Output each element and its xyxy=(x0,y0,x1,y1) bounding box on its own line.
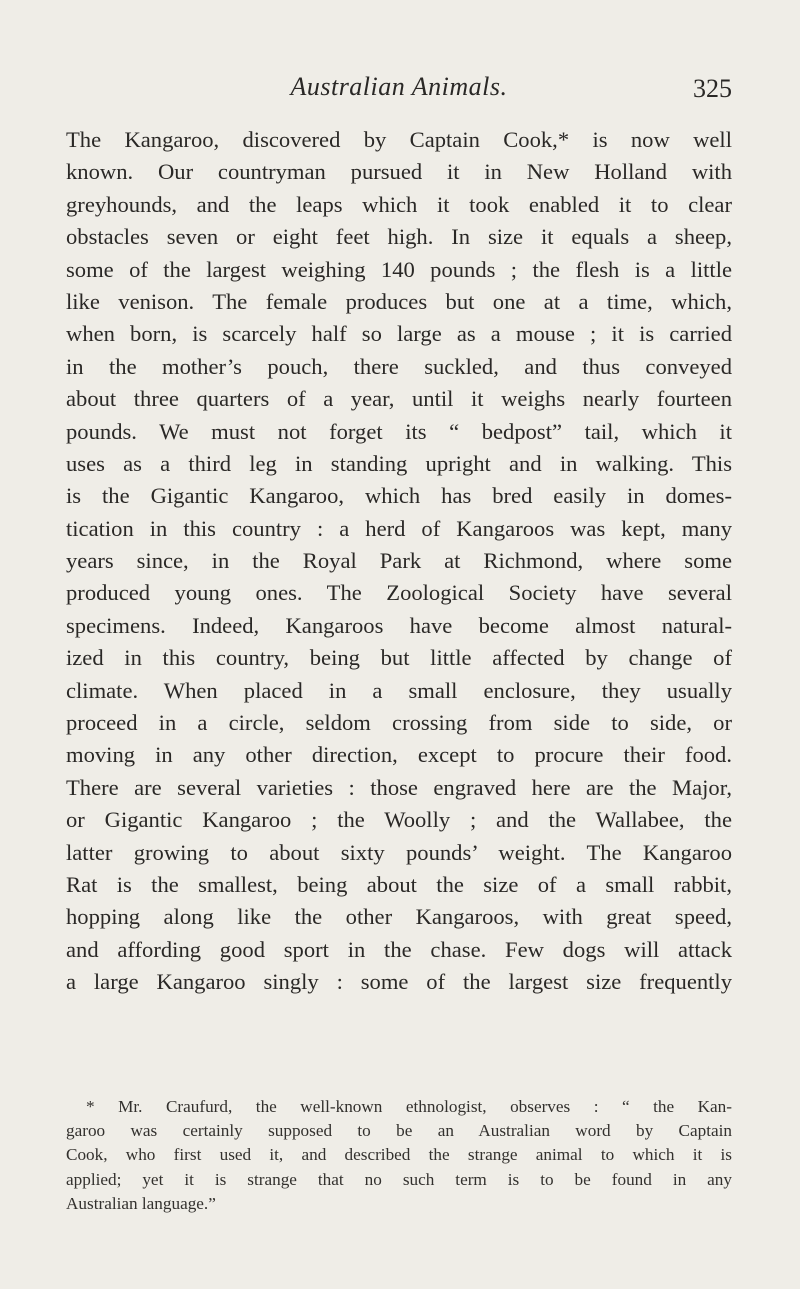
footnote-line: Australian language.” xyxy=(66,1193,216,1213)
text-line: tication in this country : a herd of Kangaroos was kept, many xyxy=(66,515,732,541)
footnote-line: * Mr. Craufurd, the well-known ethnologist, observes : “ the Kan- xyxy=(86,1097,732,1116)
text-line: about three quarters of a year, until it weighs nearly fourteen xyxy=(66,386,732,412)
text-line: moving in any other direction, except to procure their food. xyxy=(66,742,732,768)
text-line: pounds. We must not forget its “ bedpost” tail, which it xyxy=(66,418,732,444)
text-line: produced young ones. The Zoological Society have several xyxy=(66,580,732,606)
text-line: like venison. The female produces but one at a time, which, xyxy=(66,288,732,314)
text-line: and affording good sport in the chase. Few dogs will attack xyxy=(66,936,732,962)
text-line: or Gigantic Kangaroo ; the Woolly ; and the Wallabee, the xyxy=(66,807,732,833)
text-line: obstacles seven or eight feet high. In size it equals a sheep, xyxy=(66,224,732,250)
footnote-line: garoo was certainly supposed to be an Australian word by Captain xyxy=(66,1121,732,1141)
page-number: 325 xyxy=(693,74,732,103)
text-line: There are several varieties : those engraved here are the Major, xyxy=(66,774,732,800)
text-line: greyhounds, and the leaps which it took enabled it to clear xyxy=(66,191,732,217)
text-line: latter growing to about sixty pounds’ weight. The Kangaroo xyxy=(66,839,732,865)
text-line: proceed in a circle, seldom crossing from side to side, or xyxy=(66,710,732,736)
text-line: hopping along like the other Kangaroos, with great speed, xyxy=(66,904,732,930)
text-line: specimens. Indeed, Kangaroos have become almost natural- xyxy=(66,612,732,638)
text-line: ized in this country, being but little affected by change of xyxy=(66,645,732,671)
text-line: climate. When placed in a small enclosure, they usually xyxy=(66,677,732,703)
body-paragraph xyxy=(66,124,732,999)
footnote xyxy=(66,1095,732,1216)
text-line: when born, is scarcely half so large as a mouse ; it is carried xyxy=(66,321,732,347)
text-line: is the Gigantic Kangaroo, which has bred easily in domes- xyxy=(66,483,732,509)
running-title: Australian Animals. xyxy=(290,72,508,101)
page-header xyxy=(66,72,732,112)
text-line: some of the largest weighing 140 pounds ; the flesh is a little xyxy=(66,256,732,282)
text-line: known. Our countryman pursued it in New Holland with xyxy=(66,159,732,185)
text-line: The Kangaroo, discovered by Captain Cook,* is now well xyxy=(66,127,732,152)
text-line: uses as a third leg in standing upright and in walking. This xyxy=(66,450,732,476)
text-line: Rat is the smallest, being about the size of a small rabbit, xyxy=(66,871,732,897)
footnote-line: Cook, who first used it, and described the strange animal to which it is xyxy=(66,1145,732,1165)
text-line: in the mother’s pouch, there suckled, and thus conveyed xyxy=(66,353,732,379)
text-line: years since, in the Royal Park at Richmond, where some xyxy=(66,548,732,574)
footnote-line: applied; yet it is strange that no such term is to be found in any xyxy=(66,1169,732,1189)
text-line: a large Kangaroo singly : some of the largest size frequently xyxy=(66,969,732,995)
